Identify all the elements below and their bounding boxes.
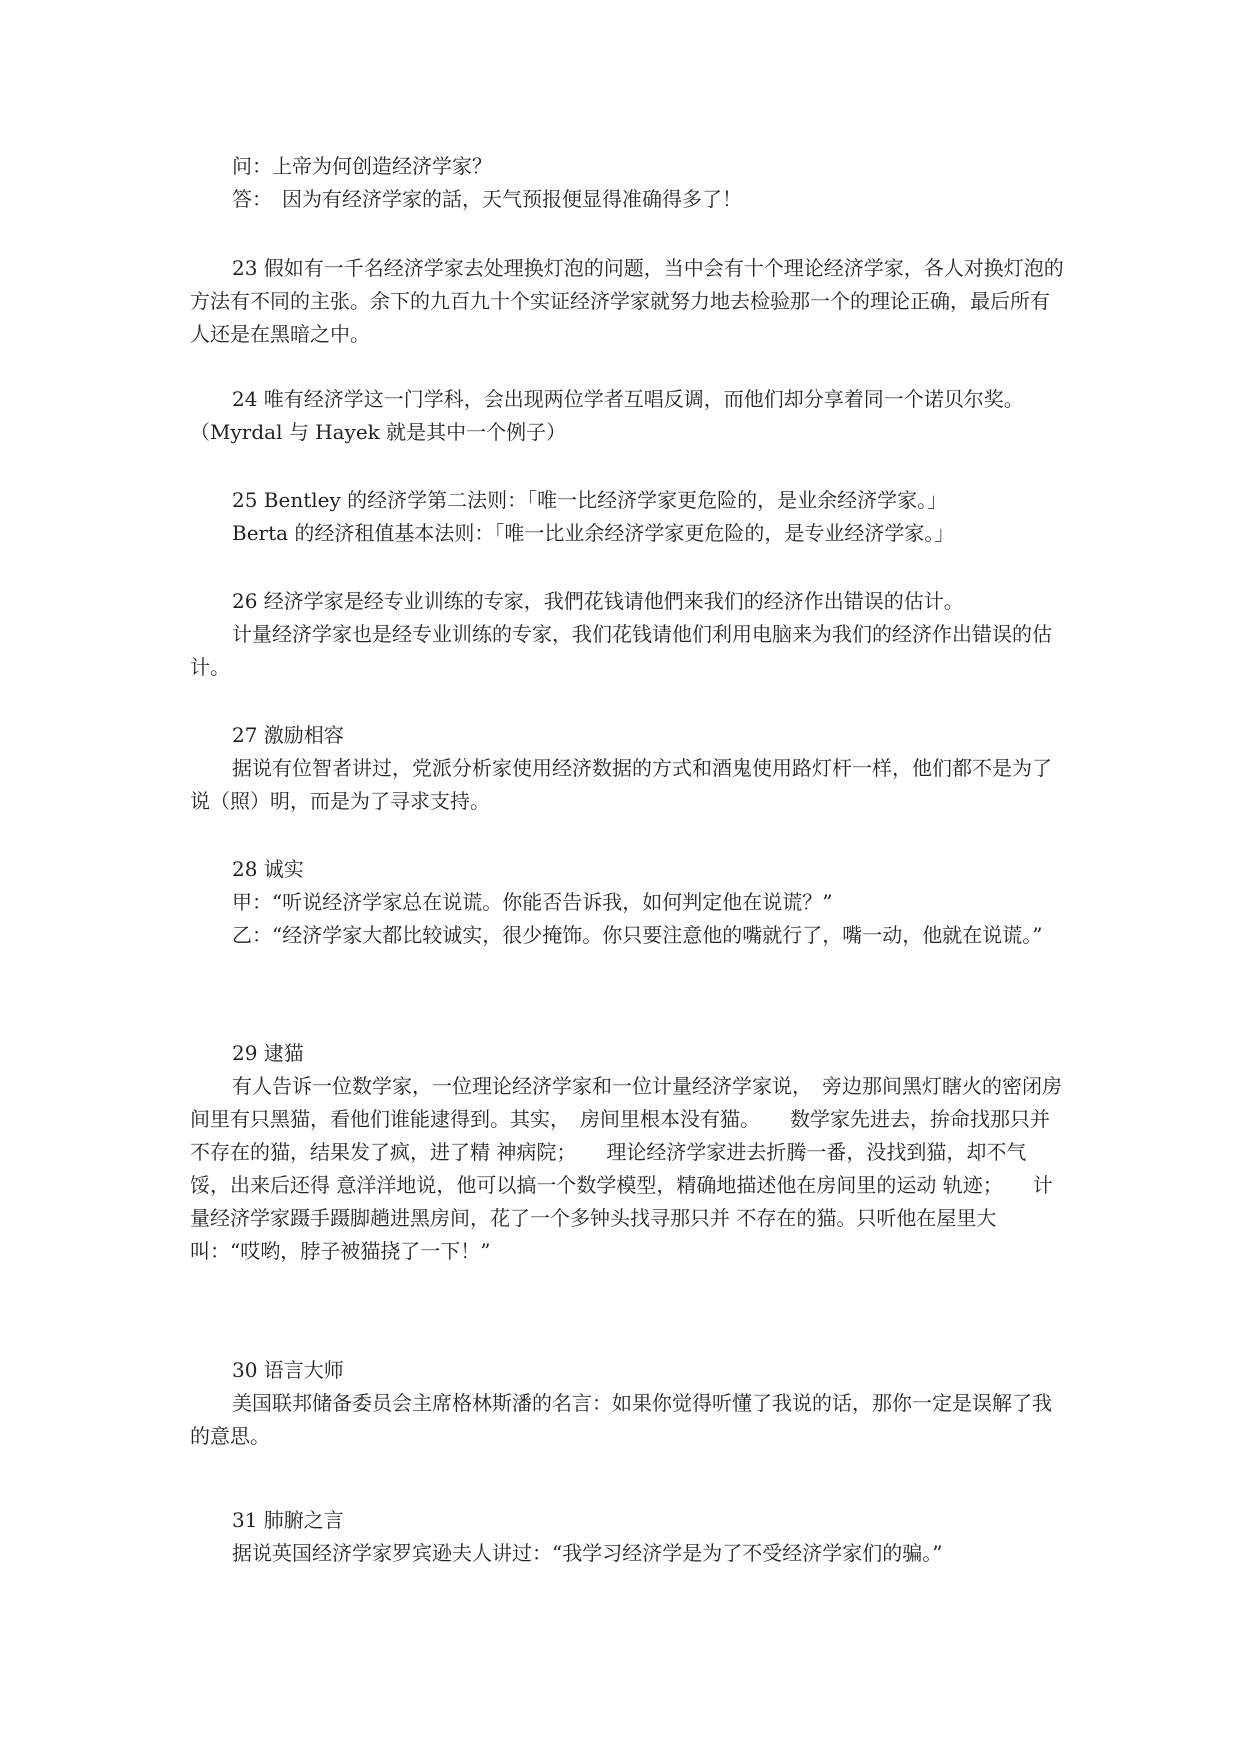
joke-30-text: 美国联邦储备委员会主席格林斯潘的名言：如果你觉得听懂了我说的话，那你一定是误解了我的意思。: [190, 1391, 1052, 1448]
joke-27-title: 27 激励相容: [232, 723, 344, 747]
joke-29-title: 29 逮猫: [232, 1041, 304, 1065]
joke-31-title: 31 肺腑之言: [232, 1508, 344, 1532]
joke-26-line2: 计量经济学家也是经专业训练的专家，我们花钱请他们利用电脑来为我们的经济作出错误的估计。: [190, 622, 1052, 679]
joke-30-title: 30 语言大师: [232, 1358, 344, 1382]
joke-26-line1: 26 经济学家是经专业训练的专家，我們花钱请他們来我们的经济作出错误的估计。: [232, 589, 964, 613]
joke-28-title: 28 诚实: [232, 857, 304, 881]
joke-23: 23 假如有一千名经济学家去处理换灯泡的问题，当中会有十个理论经济学家，各人对换灯泡的方法有不同的主张。余下的九百九十个实证经济学家就努力地去检验那一个的理论正确，最后所有人还是在黑暗之中。: [190, 256, 1064, 346]
joke-28-line2: 乙：“经济学家大都比较诚实，很少掩饰。你只要注意他的嘴就行了，嘴一动，他就在说谎。”: [232, 923, 1043, 947]
joke-25-line1: 25 Bentley 的经济学第二法则：「唯一比经济学家更危险的，是业余经济学家。」: [232, 488, 948, 512]
joke-27-text: 据说有位智者讲过，党派分析家使用经济数据的方式和酒鬼使用路灯杆一样，他们都不是为了说（照）明，而是为了寻求支持。: [190, 756, 1052, 813]
joke-25-line2: Berta 的经济租值基本法则：「唯一比业余经济学家更危险的，是专业经济学家。」: [232, 521, 955, 545]
joke-28-line1: 甲：“听说经济学家总在说谎。你能否告诉我，如何判定他在说谎？”: [232, 890, 833, 914]
question-line: 问：上帝为何创造经济学家？: [232, 154, 492, 178]
joke-31-text: 据说英国经济学家罗宾逊夫人讲过：“我学习经济学是为了不受经济学家们的骗。”: [232, 1541, 943, 1565]
joke-29-text: 有人告诉一位数学家，一位理论经济学家和一位计量经济学家说， 旁边那间黑灯瞎火的密闭房间里有只黑猫，看他们谁能逮得到。其实， 房间里根本没有猫。 数学家先进去，拚命找那只并不存在的猫，结果发了疯，进了精 神病院； 理论经济学家进去折腾一番，没找到猫，却不气馁，出来后还得 意洋洋地说，他可以搞一个数学模型，精确地描述他在房间里的运动 轨迹； 计量经济学家蹑手蹑脚趟进黑房间，花了一个多钟头找寻那只并 不存在的猫。只听他在屋里大叫：“哎哟，脖子被猫挠了一下！”: [190, 1074, 1062, 1263]
answer-line: 答： 因为有经济学家的話，天气预报便显得准确得多了！: [232, 187, 742, 211]
joke-24: 24 唯有经济学这一门学科，会出现两位学者互唱反调，而他们却分享着同一个诺贝尔奖。（Myrdal 与 Hayek 就是其中一个例子）: [190, 387, 1024, 444]
